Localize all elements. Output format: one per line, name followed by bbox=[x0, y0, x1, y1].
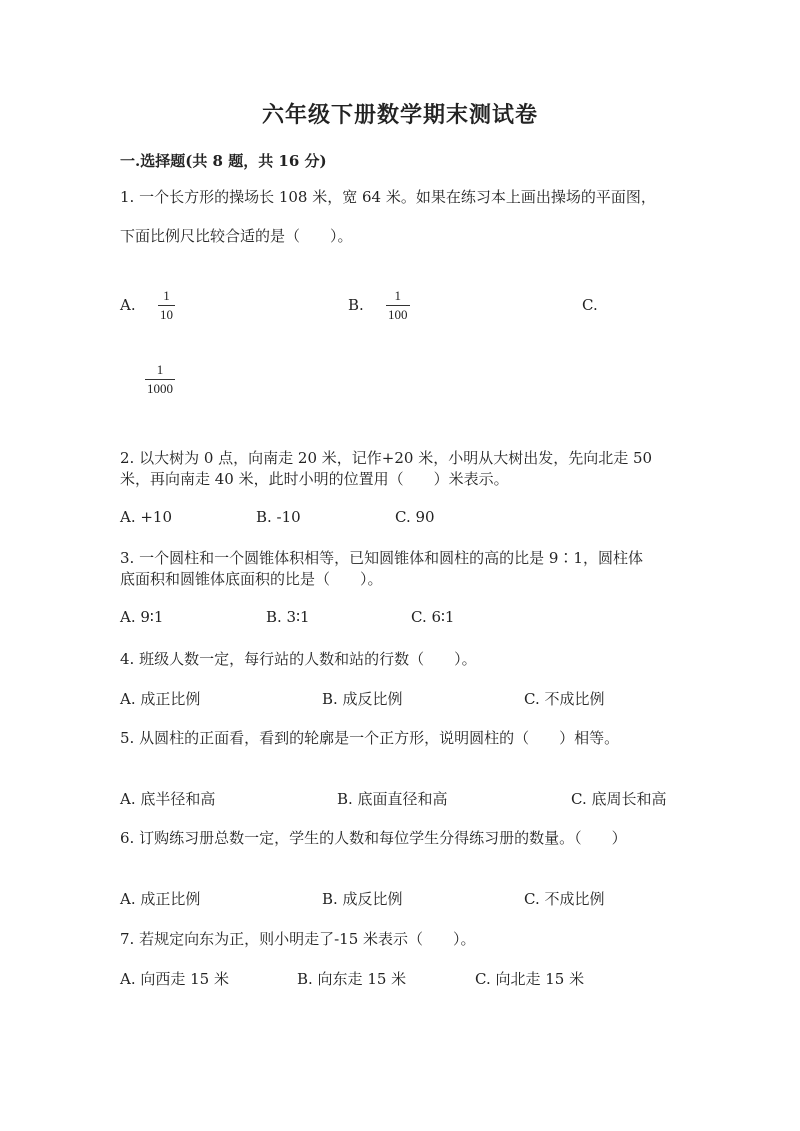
question-6-option-a: A. 成正比例 bbox=[120, 890, 201, 908]
question-4-option-c: C. 不成比例 bbox=[524, 690, 605, 708]
question-3-line-2: 底面积和圆锥体底面积的比是（ ）。 bbox=[120, 570, 383, 588]
question-3-option-c: C. 6∶1 bbox=[411, 608, 455, 626]
question-1-option-c-label: C. bbox=[582, 296, 598, 314]
question-6-option-b: B. 成反比例 bbox=[322, 890, 403, 908]
question-2-option-c: C. 90 bbox=[395, 508, 435, 526]
question-6-line-1: 6. 订购练习册总数一定，学生的人数和每位学生分得练习册的数量。（ ） bbox=[120, 829, 627, 847]
question-5-option-a: A. 底半径和高 bbox=[120, 790, 216, 808]
page-title: 六年级下册数学期末测试卷 bbox=[261, 102, 538, 128]
question-1-option-c-fraction bbox=[145, 363, 175, 396]
fraction-denominator: 100 bbox=[388, 307, 408, 322]
question-5-line-1: 5. 从圆柱的正面看，看到的轮廓是一个正方形，说明圆柱的（ ）相等。 bbox=[120, 729, 620, 747]
question-2-option-a: A. +10 bbox=[120, 508, 173, 526]
fraction-denominator: 1000 bbox=[147, 381, 173, 396]
question-3-option-b: B. 3∶1 bbox=[266, 608, 310, 626]
question-4-option-b: B. 成反比例 bbox=[322, 690, 403, 708]
question-1-option-a-fraction bbox=[158, 289, 175, 322]
question-7-option-b: B. 向东走 15 米 bbox=[297, 970, 407, 988]
question-1-line-1: 1. 一个长方形的操场长 108 米，宽 64 米。如果在练习本上画出操场的平面图， bbox=[120, 188, 656, 206]
question-3-line-1: 3. 一个圆柱和一个圆锥体积相等，已知圆锥体和圆柱的高的比是 9∶1，圆柱体 bbox=[120, 549, 643, 567]
question-1-option-b-fraction bbox=[386, 289, 410, 322]
question-5-option-c: C. 底周长和高 bbox=[571, 790, 667, 808]
question-1-line-2: 下面比例尺比较合适的是（ ）。 bbox=[120, 227, 353, 245]
fraction-numerator: 1 bbox=[163, 288, 170, 303]
question-6-option-c: C. 不成比例 bbox=[524, 890, 605, 908]
question-4-line-1: 4. 班级人数一定，每行站的人数和站的行数（ ）。 bbox=[120, 650, 477, 668]
question-2-option-b: B. -10 bbox=[256, 508, 301, 526]
question-4-option-a: A. 成正比例 bbox=[120, 690, 201, 708]
question-2-line-1: 2. 以大树为 0 点，向南走 20 米，记作+20 米，小明从大树出发，先向北走 50 bbox=[120, 449, 653, 467]
question-7-line-1: 7. 若规定向东为正，则小明走了-15 米表示（ ）。 bbox=[120, 930, 476, 948]
question-1-option-a-label: A. bbox=[120, 296, 136, 314]
fraction-bar bbox=[386, 305, 410, 306]
fraction-numerator: 1 bbox=[394, 288, 401, 303]
question-3-option-a: A. 9∶1 bbox=[120, 608, 164, 626]
fraction-bar bbox=[145, 379, 175, 380]
fraction-bar bbox=[158, 305, 175, 306]
fraction-denominator: 10 bbox=[160, 307, 173, 322]
question-5-option-b: B. 底面直径和高 bbox=[337, 790, 448, 808]
question-1-option-b-label: B. bbox=[348, 296, 364, 314]
question-2-line-2: 米，再向南走 40 米，此时小明的位置用（ ）米表示。 bbox=[120, 470, 509, 488]
question-7-option-a: A. 向西走 15 米 bbox=[120, 970, 229, 988]
question-7-option-c: C. 向北走 15 米 bbox=[475, 970, 585, 988]
fraction-numerator: 1 bbox=[156, 362, 164, 377]
section-heading: 一.选择题(共 8 题，共 16 分) bbox=[120, 152, 327, 170]
